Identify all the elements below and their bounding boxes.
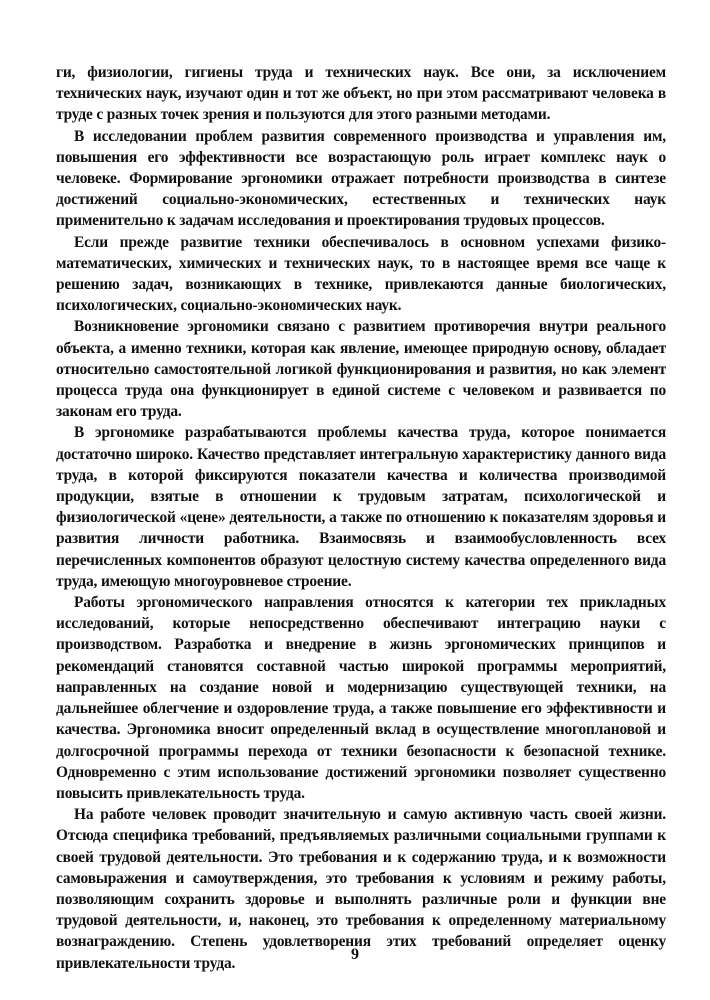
paragraph: Если прежде развитие техники обеспечивалось в основном успехами физико-математических, химических и технических наук, то в настоящее время все чаще к решению задач, возникающих в технике, привлекаются данные биологических, психологических, социально-экономических наук. [56,233,666,315]
paragraph: Работы эргономического направления относятся к категории тех прикладных исследований, которые непосредственно обеспечивают интеграцию науки с производством. Разработка и внедрение в жизнь эргономических принципов и рекомендаций становятся составной частью широкой программы мероприятий, направленных на создание новой и модернизацию существующей техники, на дальнейшее облегчение и оздоровление труда, а также повышение его эффективности и качества. Эргономика вносит определенный вклад в осуществление многоплановой и долгосрочной программы перехода от техники безопасности к безопасной технике. Одновременно с этим использование достижений эргономики позволяет существенно повысить привлекательность труда. [56,594,666,802]
paragraph: В эргономике разрабатываются проблемы качества труда, которое понимается достаточно широко. Качество представляет интегральную характеристику данного вида труда, в которой фиксируются показатели качества и количества производимой продукции, взятые в отношении к трудовым затратам, психологической и физиологической «цене» деятельности, а также по отношению к показателям здоровья и развития личности работника. Взаимосвязь и взаимообусловленность всех перечисленных компонентов образуют целостную систему качества определенного вида труда, имеющую многоуровневое строение. [56,424,666,590]
paragraph: На работе человек проводит значительную и самую активную часть своей жизни. Отсюда специфика требований, предъявляемых различными социальными группами к своей трудовой деятельности. Это требования и к содержанию труда, и к возможности самовыражения и самоутверждения, это требования к условиям и режиму работы, позволяющим сохранить здоровье и выполнять различные роли и функции вне трудовой деятельности, и, наконец, это требования к определенному материальному вознаграждению. Степень удовлетворения этих требований определяет оценку привлекательности труда. [56,806,666,972]
paragraph-continuation: ги, физиологии, гигиены труда и технических наук. Все они, за исключением технических наук, изучают один и тот же объект, но при этом рассматривают человека в труде с разных точек зрения и пользуются для этого разными методами. [56,64,666,124]
page-number: 9 [351,946,359,963]
paragraph: Возникновение эргономики связано с развитием противоречия внутри реального объекта, а именно техники, которая как явление, имеющее природную основу, обладает относительно самостоятельной логикой функционирования и развития, но как элемент процесса труда она функционирует в единой системе с человеком и развивается по законам его труда. [56,318,666,421]
paragraph: В исследовании проблем развития современного производства и управления им, повышения его эффективности все возрастающую роль играет комплекс наук о человеке. Формирование эргономики отражает потребности производства в синтезе достижений социально-экономических, естественных и технических наук применительно к задачам исследования и проектирования трудовых процессов. [56,127,666,230]
page-body [56,62,666,974]
